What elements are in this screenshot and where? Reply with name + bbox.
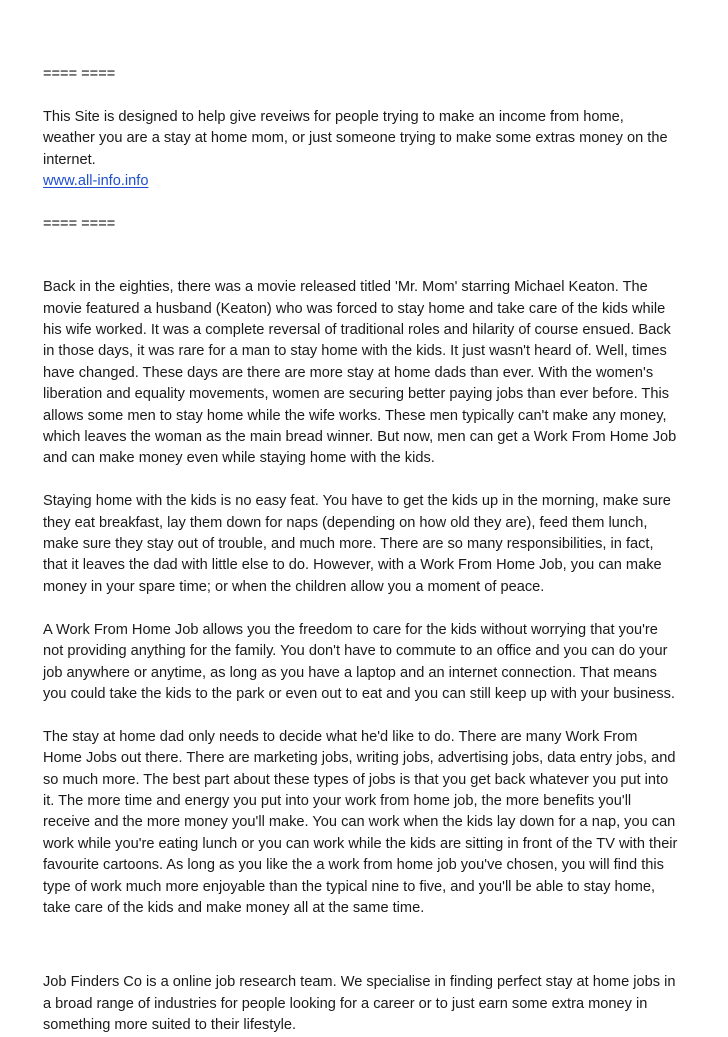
- separator-top: ==== ====: [43, 66, 116, 82]
- site-intro: [43, 107, 693, 193]
- paragraph-line: not providing anything for the family. You don't have to commute to an office and you can do your: [43, 643, 668, 660]
- paragraph-line: job anywhere or anytime, as long as you have a laptop and an internet connection. That means: [43, 664, 657, 681]
- spacer: [43, 470, 693, 491]
- paragraph-line: favourite cartoons. As long as you like the a work from home job you've chosen, you will find this: [43, 857, 664, 874]
- bio-line: Job Finders Co is a online job research team. We specialise in finding perfect stay at home jobs in: [43, 974, 676, 991]
- intro-line: internet.: [43, 151, 96, 168]
- spacer: [43, 919, 693, 972]
- paragraph-line: money in your spare time; or when the children allow you a moment of peace.: [43, 578, 545, 595]
- document-page: [43, 64, 693, 1037]
- intro-line: weather you are a stay at home mom, or just someone trying to make some extras money on the: [43, 130, 668, 147]
- paragraph-line: type of work much more enjoyable than the typical nine to five, and you'll be able to stay home,: [43, 878, 656, 895]
- paragraph-line: allows some men to stay home while the wife works. These men typically can't make any money,: [43, 407, 667, 424]
- article-paragraph-3: [43, 620, 693, 706]
- site-link[interactable]: www.all-info.info: [43, 173, 149, 190]
- intro-line: This Site is designed to help give reveiws for people trying to make an income from home,: [43, 108, 624, 125]
- article-paragraph-1: [43, 277, 693, 470]
- bio-line: something more suited to their lifestyle.: [43, 1017, 297, 1034]
- paragraph-line: take care of the kids and make money all at the same time.: [43, 899, 425, 916]
- paragraph-line: you could take the kids to the park or even out to eat and you can still keep up with your business.: [43, 685, 675, 702]
- paragraph-line: which leaves the woman as the main bread winner. But now, men can get a Work From Home Job: [43, 429, 677, 446]
- spacer: [43, 235, 693, 277]
- bio-line: a broad range of industries for people looking for a career or to just earn some extra money in: [43, 995, 648, 1012]
- paragraph-line: liberation and equality movements, women are securing better paying jobs than ever before. This: [43, 386, 669, 403]
- paragraph-line: receive and the more money you'll make. You can work when the kids lay down for a nap, you can: [43, 814, 676, 831]
- paragraph-line: his wife worked. It was a complete reversal of traditional roles and hilarity of course ensued. Back: [43, 322, 671, 339]
- spacer: [43, 85, 693, 106]
- paragraph-line: have changed. These days are there are more stay at home dads than ever. With the women's: [43, 364, 654, 381]
- paragraph-line: that it leaves the dad with little else to do. However, with a Work From Home Job, you can make: [43, 557, 662, 574]
- paragraph-line: Home Jobs out there. There are marketing jobs, writing jobs, advertising jobs, data entry jobs, and: [43, 750, 676, 767]
- paragraph-line: it. The more time and energy you put into your work from home job, the more benefits you'll: [43, 792, 632, 809]
- spacer: [43, 598, 693, 619]
- paragraph-line: in those days, it was rare for a man to stay home with the kids. It just wasn't heard of. Well, times: [43, 343, 667, 360]
- paragraph-line: A Work From Home Job allows you the freedom to care for the kids without worrying that you're: [43, 621, 658, 638]
- author-bio: [43, 972, 693, 1036]
- paragraph-line: make sure they stay out of trouble, and much more. There are so many responsibilities, in fact,: [43, 536, 654, 553]
- paragraph-line: Back in the eighties, there was a movie released titled 'Mr. Mom' starring Michael Keaton. The: [43, 279, 648, 296]
- site-link-line: [43, 171, 693, 192]
- spacer: [43, 705, 693, 726]
- paragraph-line: movie featured a husband (Keaton) who was forced to stay home and take care of the kids while: [43, 300, 666, 317]
- paragraph-line: The stay at home dad only needs to decide what he'd like to do. There are many Work From: [43, 728, 638, 745]
- paragraph-line: they eat breakfast, lay them down for naps (depending on how old they are), feed them lunch,: [43, 514, 648, 531]
- separator-bottom: ==== ====: [43, 215, 116, 232]
- article-paragraph-4: [43, 727, 693, 920]
- paragraph-line: so much more. The best part about these types of jobs is that you get back whatever you put into: [43, 771, 669, 788]
- paragraph-line: and can make money even while staying home with the kids.: [43, 450, 435, 467]
- article-paragraph-2: [43, 491, 693, 598]
- paragraph-line: Staying home with the kids is no easy feat. You have to get the kids up in the morning, make sure: [43, 493, 671, 510]
- spacer: [43, 192, 693, 213]
- paragraph-line: work while you're eating lunch or you can work while the kids are sitting in front of the TV with their: [43, 835, 678, 852]
